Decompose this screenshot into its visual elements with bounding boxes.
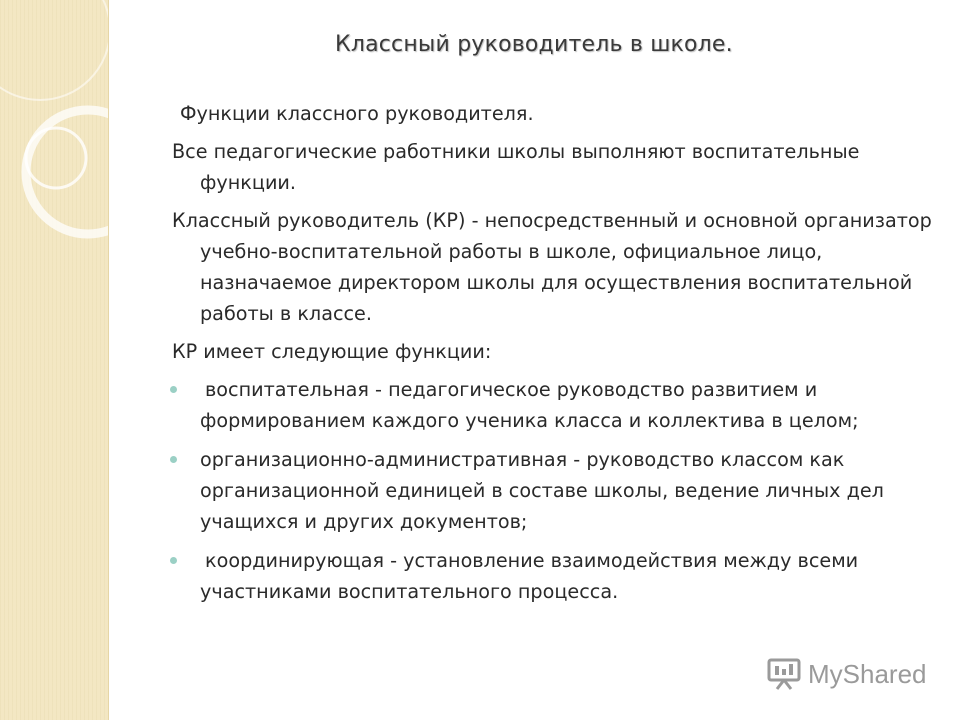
list-item-text: воспитательная - педагогическое руководство развитием и формированием каждого ученика класса и коллектива в целом; (200, 378, 859, 432)
paragraph: Все педагогические работники школы выполняют воспитательные функции. (172, 140, 860, 194)
list-item (172, 444, 942, 537)
circle-ornament-icon (0, 0, 108, 720)
paragraph: КР имеет следующие функции: (172, 340, 492, 363)
presentation-board-icon (766, 656, 802, 692)
list-item (172, 374, 942, 436)
bullet-dot-icon (170, 557, 177, 564)
bullet-dot-icon (170, 456, 177, 463)
list-item-text: организационно-административная - руководство классом как организационной единицей в составе школы, ведение личных дел учащихся и других документов; (200, 448, 884, 533)
paragraph: Классный руководитель (КР) - непосредственный и основной организатор учебно-воспитательной работы в школе, официальное лицо, назначаемое директором школы для осуществления воспитательной работы в классе. (172, 209, 932, 325)
decorative-side-band (0, 0, 109, 720)
list-item (172, 545, 942, 607)
section-subtitle: Функции классного руководителя. (180, 102, 534, 125)
bullet-dot-icon (170, 386, 177, 393)
slide-title: Классный руководитель в школе. (335, 32, 733, 57)
functions-list (172, 374, 942, 607)
watermark-text: MyShared (808, 658, 927, 689)
watermark (766, 654, 927, 694)
slide-body (172, 98, 942, 615)
list-item-text: координирующая - установление взаимодействия между всеми участниками воспитательного процесса. (200, 549, 859, 603)
